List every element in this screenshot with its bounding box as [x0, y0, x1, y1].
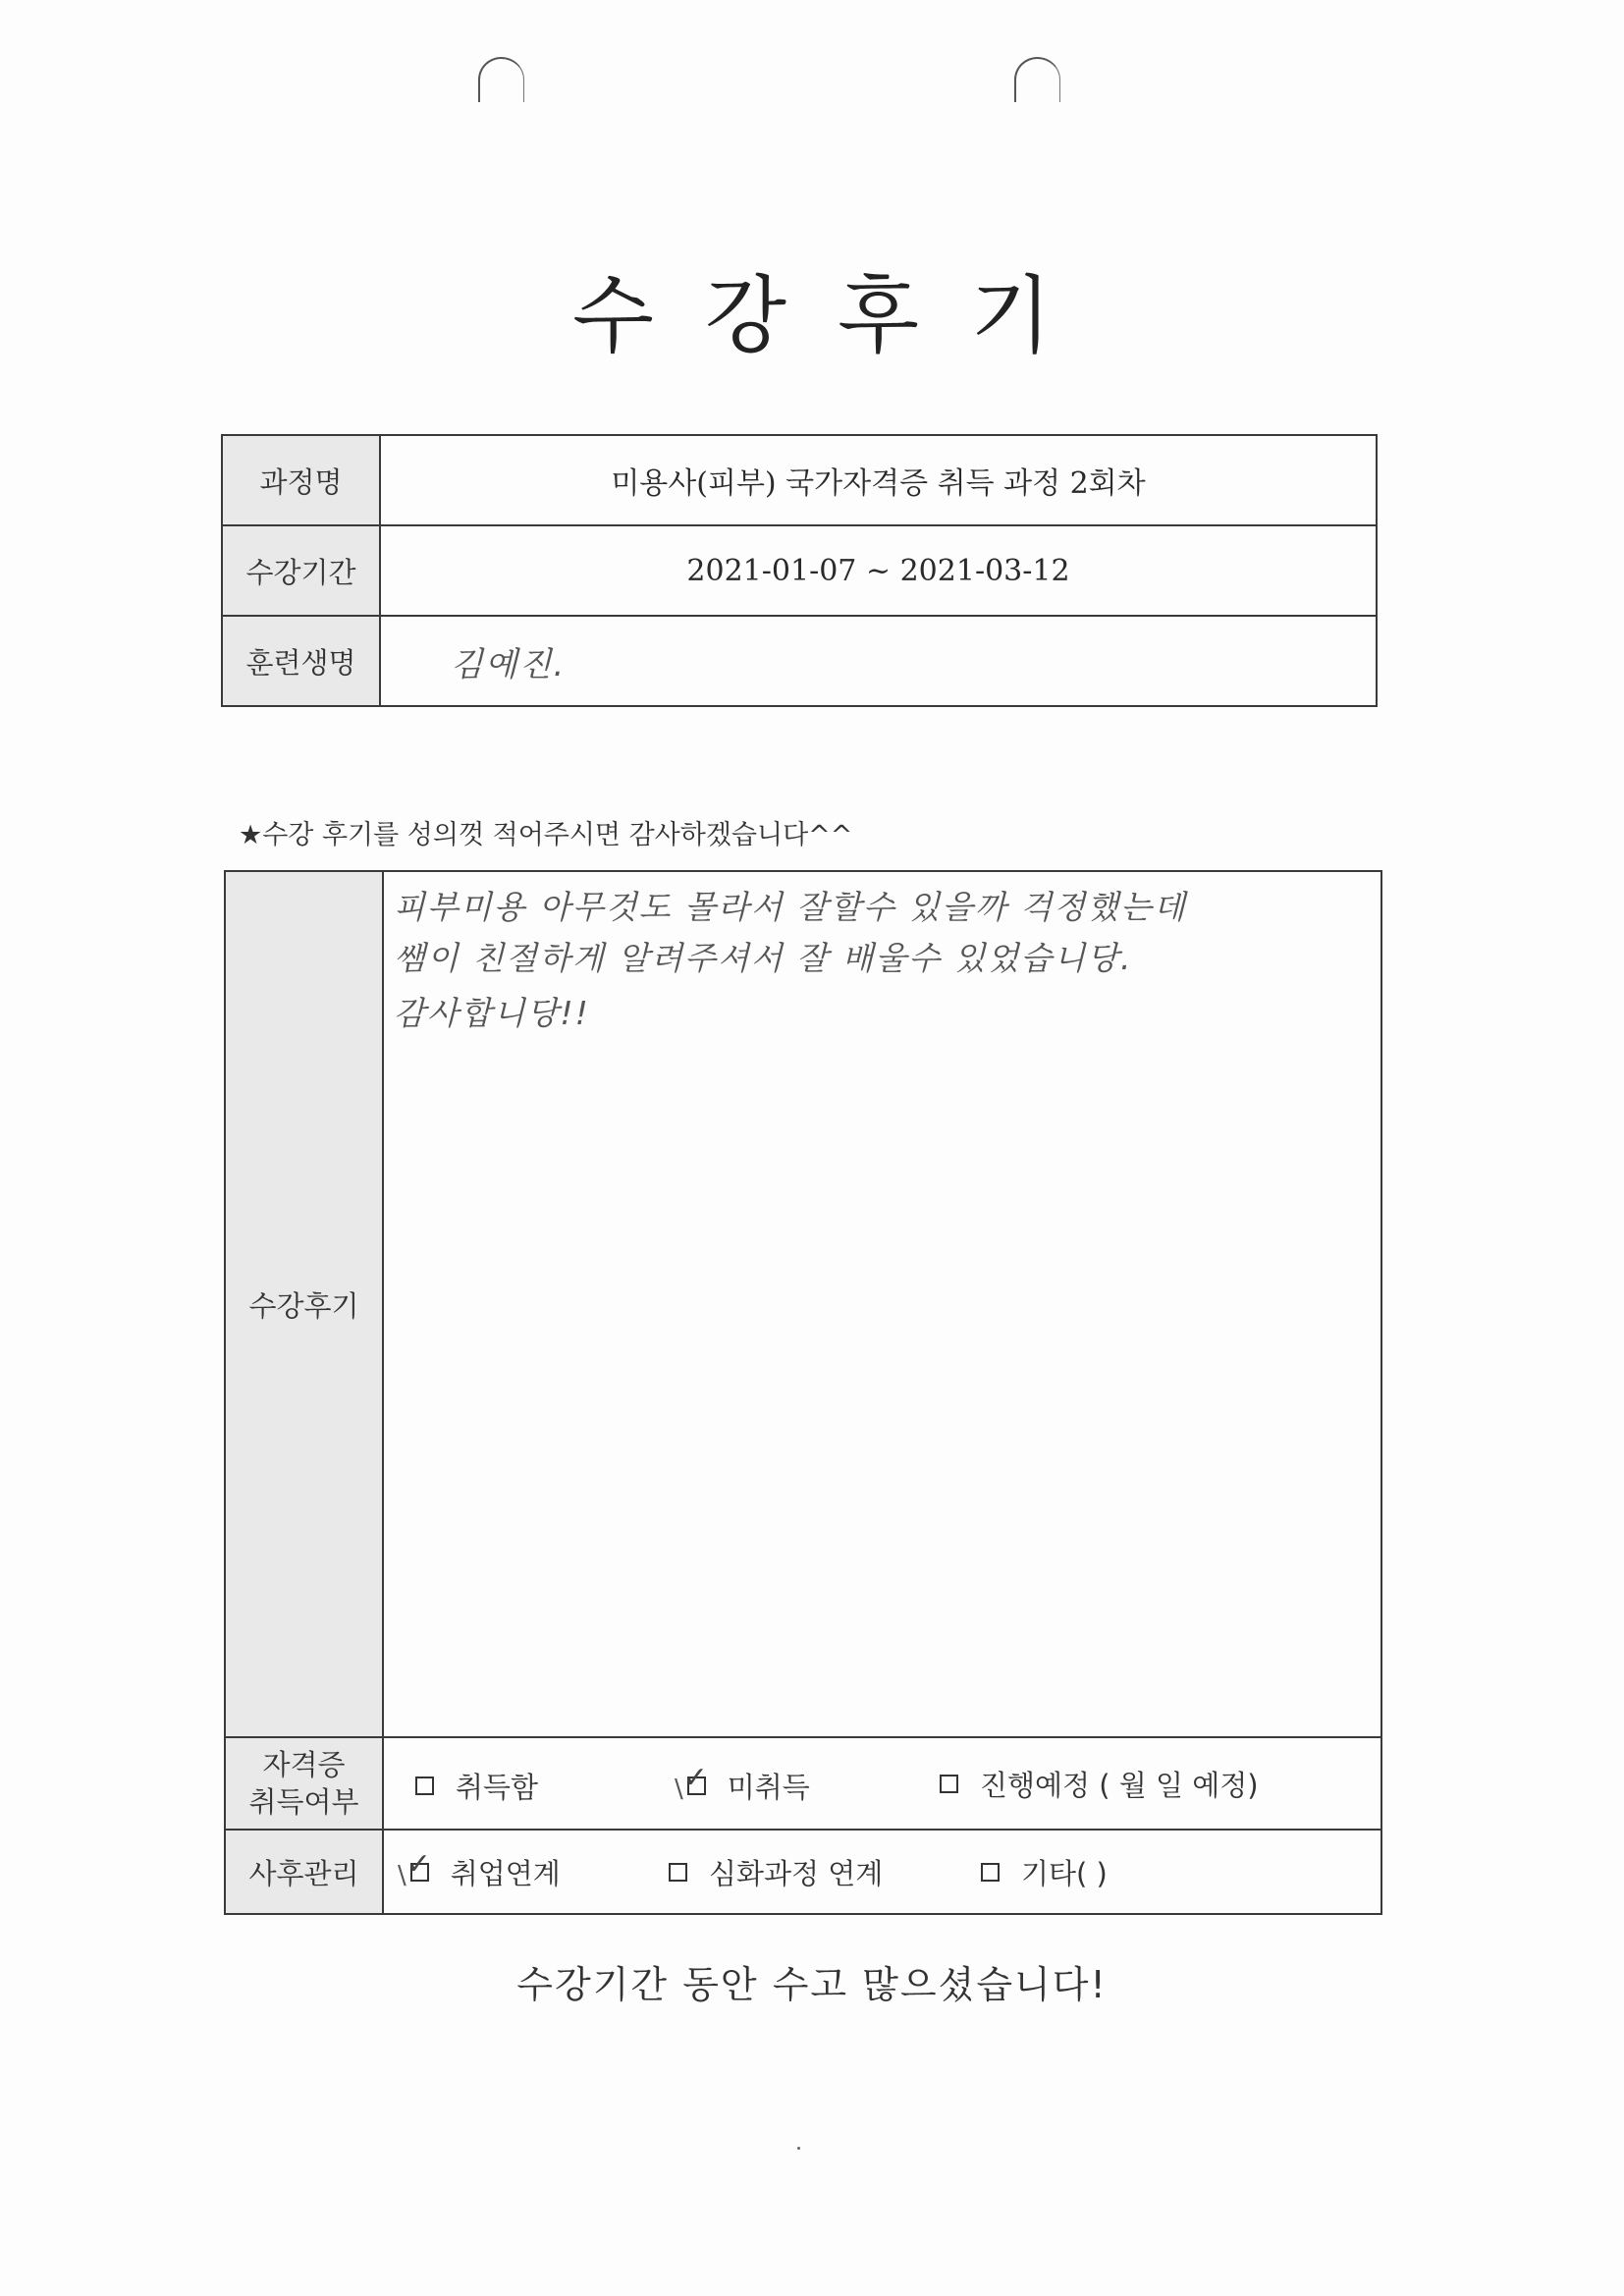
certification-label-line2: 취득여부	[248, 1785, 359, 1819]
document-title: 수강후기	[571, 267, 1104, 365]
review-body[interactable]	[383, 871, 1381, 1737]
aftercare-options	[383, 1830, 1381, 1914]
course-label: 과정명	[222, 435, 380, 525]
instruction-note: ★수강 후기를 성의껏 적어주시면 감사하겠습니다^^	[239, 820, 853, 850]
aftercare-option-employment[interactable]: \✓ 취업연계	[398, 1852, 561, 1892]
scan-speck	[797, 2147, 800, 2150]
handwritten-mark-icon: \	[675, 1775, 683, 1804]
course-value: 미용사(피부) 국가자격증 취득 과정 2회차	[380, 435, 1377, 525]
review-line: 감사합니당!!	[394, 994, 590, 1032]
review-label: 수강후기	[225, 871, 383, 1737]
checkbox-obtained[interactable]	[415, 1777, 434, 1795]
period-value: 2021-01-07 ~ 2021-03-12	[380, 525, 1377, 616]
checkbox-employment[interactable]	[410, 1863, 429, 1882]
trainee-cell[interactable]	[380, 616, 1377, 706]
review-line: 피부미용 아무것도 몰라서 잘할수 있을까 걱정했는데	[394, 888, 1187, 926]
cert-option-planned[interactable]: 진행예정 ( 월 일 예정)	[940, 1764, 1259, 1804]
punch-hole-right	[1014, 57, 1060, 102]
trainee-label: 훈련생명	[222, 616, 380, 706]
checkbox-other[interactable]	[981, 1863, 1000, 1882]
review-line: 쌤이 친절하게 알려주셔서 잘 배울수 있었습니당.	[394, 939, 1133, 977]
closing-message: 수강기간 동안 수고 많으셨습니다!	[516, 1963, 1108, 2006]
checkbox-planned[interactable]	[940, 1775, 958, 1793]
cert-option-not-obtained[interactable]: \✓ 미취득	[675, 1766, 810, 1806]
aftercare-option-advanced[interactable]: 심화과정 연계	[669, 1852, 883, 1892]
aftercare-option-other[interactable]: 기타( )	[981, 1852, 1108, 1892]
trainee-name-handwritten: 김예진.	[451, 644, 567, 684]
handwritten-mark-icon: \	[398, 1861, 406, 1890]
review-table	[224, 870, 1382, 1915]
certification-label	[225, 1737, 383, 1830]
cert-option-obtained[interactable]: 취득함	[415, 1766, 538, 1806]
certification-options	[383, 1737, 1381, 1830]
punch-hole-left	[478, 57, 524, 102]
checkbox-advanced[interactable]	[669, 1863, 687, 1882]
course-info-table	[221, 434, 1378, 707]
period-label: 수강기간	[222, 525, 380, 616]
checkbox-not-obtained[interactable]	[687, 1777, 706, 1795]
aftercare-label: 사후관리	[225, 1830, 383, 1914]
certification-label-line1: 자격증	[262, 1748, 346, 1781]
